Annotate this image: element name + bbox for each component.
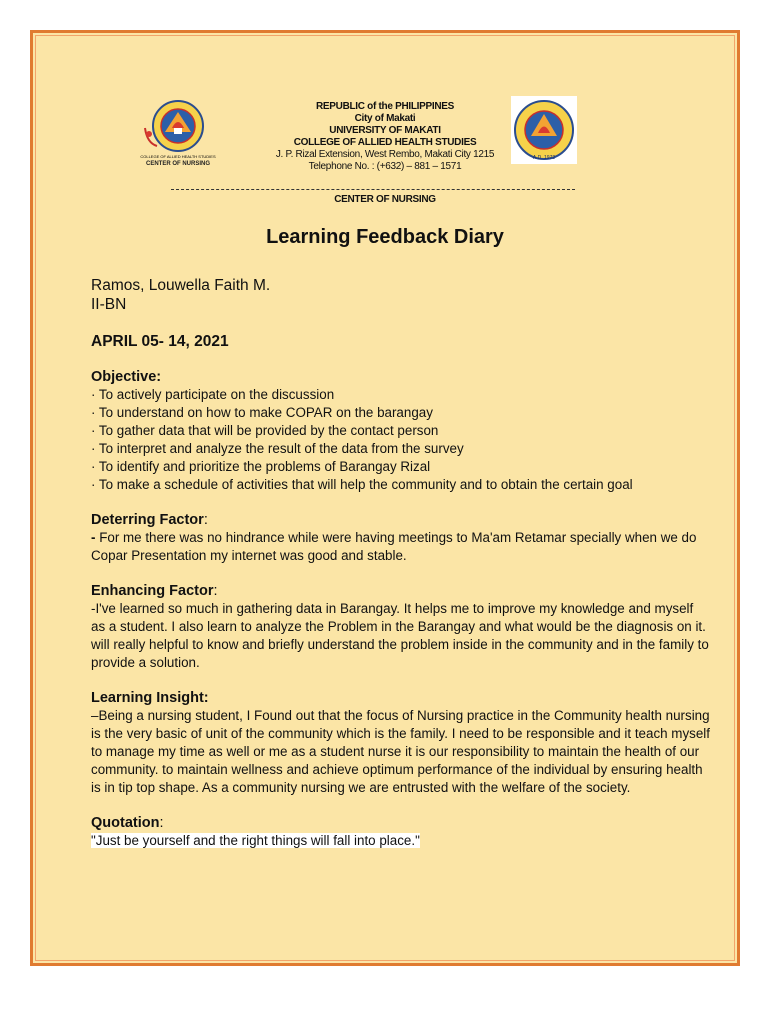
deterring-dash: - [91, 530, 96, 545]
enhancing-heading [91, 582, 711, 600]
objective-list [91, 386, 711, 494]
city-line: City of Makati [354, 113, 416, 124]
objective-item: · To identify and prioritize the problems of Barangay Rizal [91, 459, 431, 474]
document-title: Learning Feedback Diary [266, 226, 504, 248]
deterring-heading [91, 511, 711, 529]
quotation-heading [91, 814, 711, 832]
college-line: COLLEGE OF ALLIED HEALTH STUDIES [293, 137, 477, 148]
address-line: J. P. Rizal Extension, West Rembo, Makati City 1215 [275, 149, 495, 160]
student-section: II-BN [91, 296, 127, 313]
svg-text:A.D. 1972: A.D. 1972 [532, 155, 556, 161]
quotation-paragraph [91, 832, 711, 850]
student-name: Ramos, Louwella Faith M. [91, 277, 271, 294]
center-of-nursing: CENTER OF NURSING [334, 194, 436, 205]
objective-item: · To understand on how to make COPAR on the barangay [91, 405, 433, 420]
telephone-line: Telephone No. : (+632) – 881 – 1571 [308, 161, 462, 172]
svg-text:CENTER OF NURSING: CENTER OF NURSING [145, 161, 211, 167]
enhancing-text: -I've learned so much in gathering data in Barangay. It helps me to improve my knowledge and myself as a student. I also learn to analyze the Problem in the Barangay and what would be the diagnosis on it. will really helpful to know and briefly understand the problem inside in the community and in the family to provide a solution. [91, 601, 709, 670]
deterring-body: For me there was no hindrance while were having meetings to Ma'am Retamar specially when we do Copar Presentation my internet was good and stable. [91, 530, 697, 563]
objective-item: · To actively participate on the discussion [91, 387, 335, 402]
svg-text:COLLEGE OF ALLIED HEALTH STUDI: COLLEGE OF ALLIED HEALTH STUDIES [140, 154, 216, 159]
republic-line: REPUBLIC of the PHILIPPINES [315, 101, 455, 112]
objective-item: · To gather data that will be provided by the contact person [91, 423, 439, 438]
diary-date: APRIL 05- 14, 2021 [91, 333, 229, 350]
diary-content [91, 276, 711, 850]
insight-text: –Being a nursing student, I Found out that the focus of Nursing practice in the Community health nursing is the very basic of unit of the community which is the family. I need to be responsible and it teach myself to manage my time as well or me as a student nurse it is our responsibility to maintain the health of our community. to maintain wellness and achieve optimum performance of the individual by ensuring health is in tip top shape. As a community nursing we are entrusted with the welfare of the society. [91, 708, 710, 795]
enhancing-heading-text: Enhancing Factor [91, 583, 214, 599]
quotation-colon: : [159, 815, 164, 831]
enhancing-colon: : [213, 583, 218, 599]
objective-item: · To make a schedule of activities that will help the community and to obtain the certain goal [91, 477, 633, 492]
header-divider [171, 189, 575, 190]
quotation-text: "Just be yourself and the right things will fall into place." [91, 833, 420, 848]
document-page [30, 30, 740, 966]
objective-heading: Objective: [91, 369, 162, 385]
letterhead [33, 101, 737, 173]
quotation-heading-text: Quotation [91, 815, 160, 831]
deterring-colon: : [203, 512, 208, 528]
deterring-text [91, 529, 711, 565]
deterring-heading-text: Deterring Factor [91, 512, 204, 528]
insight-heading: Learning Insight: [91, 690, 209, 706]
objective-item: · To interpret and analyze the result of the data from the survey [91, 441, 464, 456]
university-line: UNIVERSITY OF MAKATI [329, 125, 441, 136]
